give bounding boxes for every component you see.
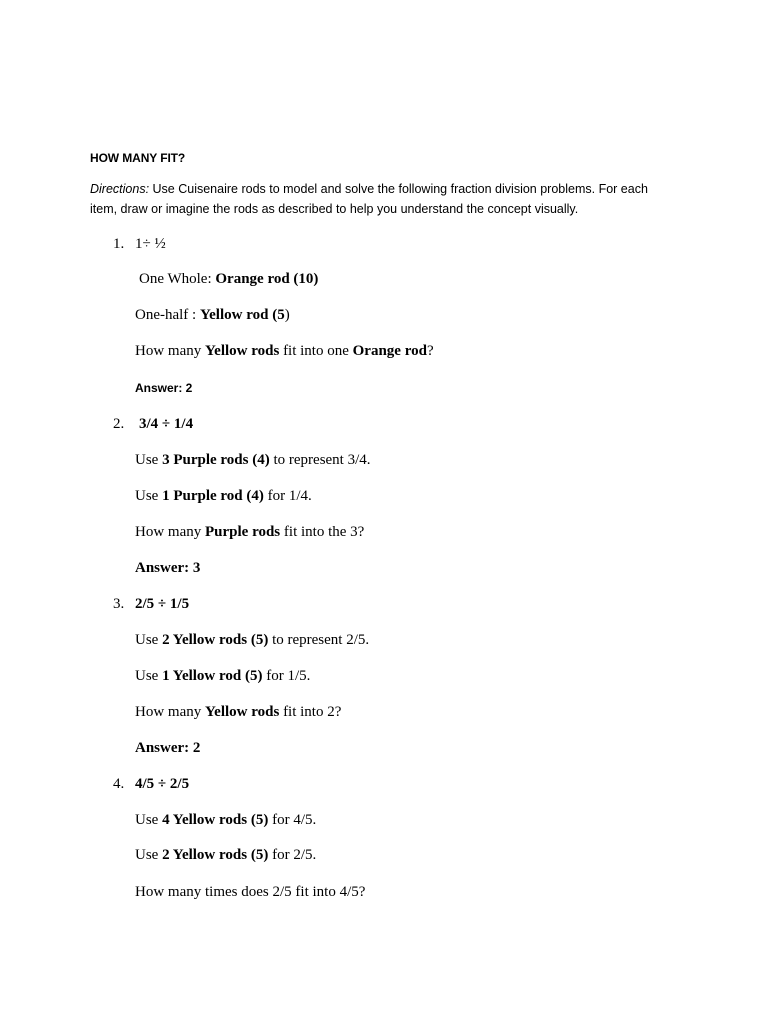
item-4-number: 4. [113, 776, 125, 792]
item-4-question: How many times does 2/5 fit into 4/5? [135, 884, 366, 900]
item-3-number: 3. [113, 596, 125, 612]
directions-text: Use Cuisenaire rods to model and solve the following fraction division problems. For each item, draw or imagine the rods as described to help you understand the concept visually. [90, 182, 648, 216]
directions-label: Directions: [90, 182, 150, 196]
item-1-problem: 1÷ ½ [135, 236, 166, 252]
item-3-line-1: Use 2 Yellow rods (5) to represent 2/5. [135, 632, 370, 648]
item-2-line-1: Use 3 Purple rods (4) to represent 3/4. [135, 452, 371, 468]
item-2-answer: Answer: 3 [135, 560, 201, 576]
item-1-line-2: One-half : Yellow rod (5) [135, 307, 290, 323]
item-2-question: How many Purple rods fit into the 3? [135, 524, 365, 540]
item-4-line-1: Use 4 Yellow rods (5) for 4/5. [135, 812, 317, 828]
page-title: HOW MANY FIT? [90, 151, 186, 165]
item-4-line-2: Use 2 Yellow rods (5) for 2/5. [135, 847, 317, 863]
item-2-problem: 3/4 ÷ 1/4 [139, 416, 194, 432]
item-1-number: 1. [113, 236, 125, 252]
item-1-question: How many Yellow rods fit into one Orange rod? [135, 343, 434, 359]
item-4-problem: 4/5 ÷ 2/5 [135, 776, 190, 792]
directions-paragraph [90, 179, 670, 219]
item-2-line-2: Use 1 Purple rod (4) for 1/4. [135, 488, 312, 504]
item-3-problem: 2/5 ÷ 1/5 [135, 596, 190, 612]
item-3-question: How many Yellow rods fit into 2? [135, 704, 342, 720]
item-3-answer: Answer: 2 [135, 740, 201, 756]
item-3-line-2: Use 1 Yellow rod (5) for 1/5. [135, 668, 311, 684]
item-1-answer: Answer: 2 [135, 381, 193, 395]
item-2-number: 2. [113, 416, 125, 432]
item-1-line-1: One Whole: Orange rod (10) [139, 271, 319, 287]
